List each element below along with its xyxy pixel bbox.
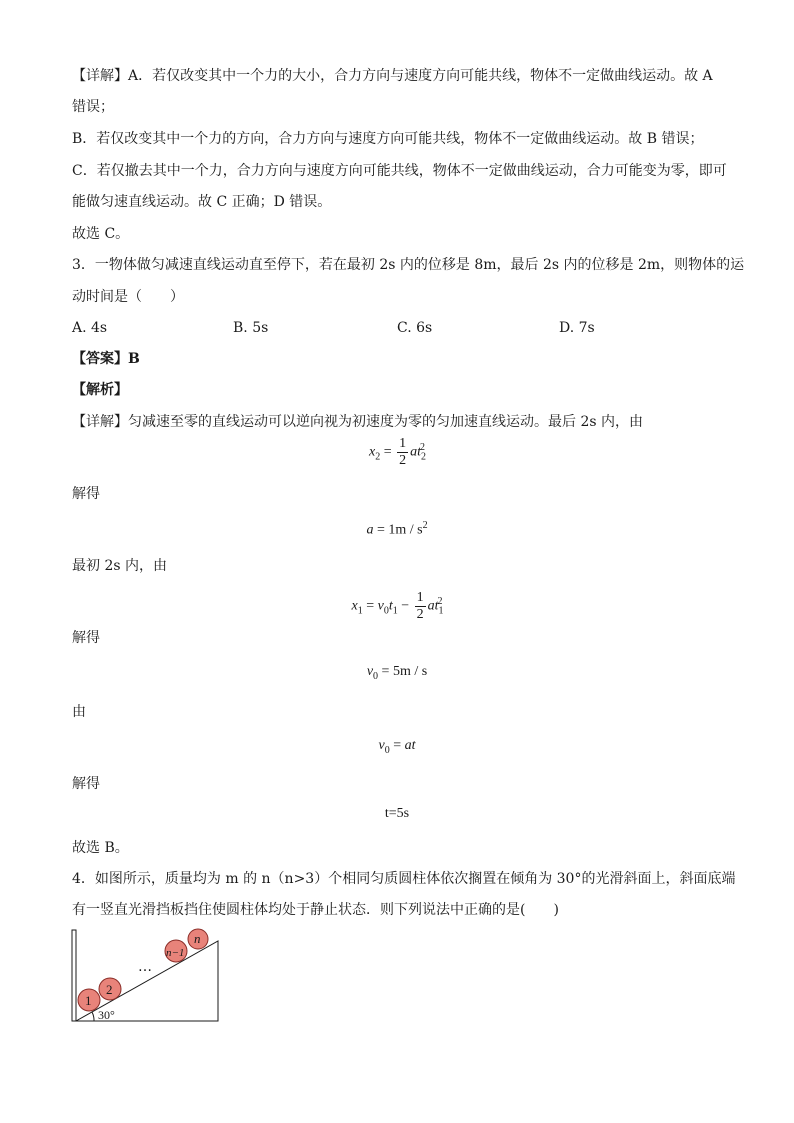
cylinder-2-label: 2 [106,982,113,997]
q4-stem-line-2: 有一竖直光滑挡板挡住使圆柱体均处于静止状态．则下列说法中正确的是( ) [72,902,559,918]
solve-label-3: 解得 [72,776,100,792]
detail-line-2: 错误； [72,99,114,115]
incline-figure [70,928,225,1028]
equation-x1: $x_1 = v_0t_1$ − $\frac{1}{2}$ $at_1^2$ [351,590,444,622]
q3-detail: 【详解】匀减速至零的直线运动可以逆向视为初速度为零的匀加速直线运动。最后 2s 内，由 [72,414,643,430]
choose-c: 故选 C。 [72,226,130,242]
cylinder-n-minus-1-label: n−1 [166,947,185,959]
solve-label-2: 解得 [72,630,100,646]
choose-b: 故选 B。 [72,840,129,856]
equation-x2: $x_2$ = $\frac{1}{2}$ $at_2^2$ [368,436,426,468]
baffle [72,930,76,1021]
equation-a: $a = 1m / s^2$ [366,520,428,538]
ellipsis: … [138,959,152,975]
q3-option-b: B. 5s [233,320,269,336]
solve-label-1: 解得 [72,486,100,502]
q3-stem-line-2: 动时间是（ ） [72,289,184,305]
first-2s-label: 最初 2s 内，由 [72,558,167,574]
q3-option-a: A. 4s [72,320,108,336]
q3-answer: 【答案】B [72,351,140,367]
by-label: 由 [72,704,86,720]
detail-line-3: B．若仅改变其中一个力的方向，合力方向与速度方向可能共线，物体不一定做曲线运动。故 B 错误； [72,131,704,147]
q4-stem-line-1: 4．如图所示，质量均为 m 的 n（n>3）个相同匀质圆柱体依次搁置在倾角为 30°的光滑斜面上，斜面底端 [72,871,736,887]
q3-stem-line-1: 3．一物体做匀减速直线运动直至停下，若在最初 2s 内的位移是 8m，最后 2s 内的位移是 2m，则物体的运 [72,257,745,273]
equation-t: t=5s [384,806,410,821]
q3-analysis-label: 【解析】 [72,382,128,398]
cylinder-n-label: n [194,931,201,946]
q3-option-d: D. 7s [559,320,595,336]
detail-line-4: C．若仅撤去其中一个力，合力方向与速度方向可能共线，物体不一定做曲线运动，合力可能变为零，即可 [72,163,727,179]
equation-v0: $v_0 = 5m / s$ [366,664,428,682]
angle-label: 30° [98,1008,115,1022]
equation-v0-at: $v_0$ = at [378,738,416,756]
q3-option-c: C. 6s [397,320,433,336]
detail-line-1: 【详解】A．若仅改变其中一个力的大小，合力方向与速度方向可能共线，物体不一定做曲线运动。故 A [72,68,713,84]
cylinder-1-label: 1 [85,993,92,1008]
detail-line-5: 能做匀速直线运动。故 C 正确；D 错误。 [72,194,332,210]
